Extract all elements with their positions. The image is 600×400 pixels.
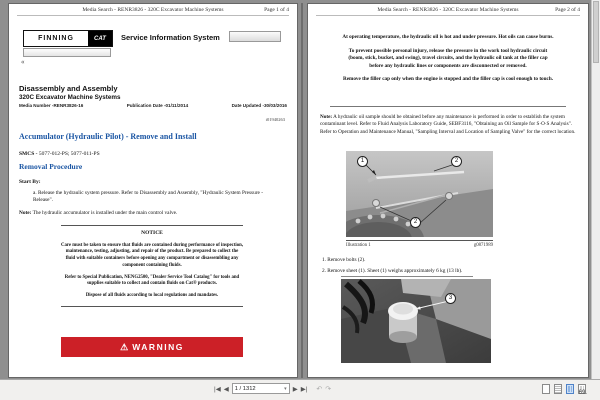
notice-bottom-rule [61, 306, 243, 307]
sis-title: Service Information System [121, 33, 220, 42]
two-page-view-icon[interactable] [566, 384, 574, 394]
finning-logo-text: FINNING [24, 31, 88, 46]
doc-section-title: Disassembly and Assembly [19, 84, 118, 93]
next-page-button[interactable]: ▶ [292, 385, 298, 393]
warning-label: WARNING [132, 342, 184, 352]
page-navigation [214, 383, 331, 394]
warning-paragraph-2: To prevent possible personal injury, release the pressure in the work tool hydraulic circuit (boom, stick, bucket, and swing), travel circuits, and the hydraulic oil tank at the filler cap before any hydraulic lines or components are disconnected or removed. [348, 47, 548, 69]
viewer-toolbar [0, 379, 600, 400]
view-mode-buttons [542, 384, 586, 394]
illustration-1-caption [346, 240, 493, 248]
note-paragraph [19, 210, 287, 216]
smcs-line [19, 151, 100, 157]
doc-meta-row [19, 103, 287, 108]
article-title: Accumulator (Hydraulic Pilot) - Remove and Install [19, 132, 197, 141]
oil-sample-note [320, 114, 576, 136]
callout-2b: 2 [410, 217, 421, 228]
callout-1: 1 [357, 156, 368, 167]
rotate-ccw-icon[interactable]: ↶ [316, 385, 323, 393]
illustration-2-top-rule [341, 276, 473, 277]
page-dropdown-arrow-icon[interactable]: ▾ [284, 385, 287, 392]
logo-input-box[interactable] [23, 48, 111, 57]
document-id: i01940263 [265, 117, 285, 122]
step-a-text: a. Release the hydraulic system pressure. Refer to Disassembly and Assembly, "Hydraulic System Pressure - Release". [33, 190, 263, 204]
previous-page-button[interactable]: ◀ [223, 385, 229, 393]
smcs-label: SMCS - [19, 151, 38, 157]
page-number-value: 1 / 1312 [234, 385, 256, 392]
note-label: Note: [19, 210, 32, 216]
rotate-cw-icon[interactable]: ↷ [325, 385, 332, 393]
page-number-input[interactable] [232, 383, 290, 394]
warning-paragraph-3: Remove the filler cap only when the engine is stopped and the filler cap is cool enough to touch. [342, 76, 554, 83]
start-by-label: Start By: [19, 179, 41, 185]
last-page-button[interactable]: ▶| [300, 385, 308, 393]
step-1: 1. Remove bolts (2). [322, 257, 366, 263]
continuous-view-icon[interactable] [554, 384, 562, 394]
illustration-2-graphic [341, 279, 491, 363]
rotate-buttons [316, 385, 331, 393]
notice-paragraph-2: Refer to Special Publication, NENG2500, "Dealer Service Tool Catalog" for tools and supplies suitable to collect and contain fluids on Cat® products. [64, 274, 240, 287]
media-number: Media Number -RENR3826-16 [19, 103, 84, 108]
illustration-1-code: g0871989 [473, 243, 493, 248]
smcs-codes: 5077-012-PS; 5077-011-PS [38, 151, 100, 157]
note-text: A hydraulic oil sample should be obtained before any maintenance is performed in order to establish the system contaminant level. Refer to Fluid Analysis Laboratory Guide, SEBF3116, "Obtaining an Oil Sample for S·O·S Analysis". Refer to Operation and Maintenance Manual, "Sampling Interval and Location of Sampling Valve" for the correct location. [320, 114, 576, 135]
note-text: The hydraulic accumulator is installed under the main control valve. [32, 210, 178, 216]
finning-cat-logo [23, 30, 113, 47]
scrollbar-thumb[interactable] [593, 1, 599, 63]
callout-2: 2 [451, 156, 462, 167]
first-page-button[interactable]: |◀ [214, 385, 221, 393]
illustration-1-label: Illustration 1 [346, 243, 371, 248]
notice-title: NOTICE [141, 230, 163, 236]
notice-box [61, 225, 243, 307]
step-2: 2. Remove sheet (1). Sheet (1) weighs approximately 6 kg (13 lb). [322, 267, 463, 274]
single-page-view-icon[interactable] [542, 384, 550, 394]
illustration-1-photo [346, 151, 493, 237]
warning-text-block [342, 34, 554, 90]
section-rule [330, 106, 566, 107]
collapse-chevrons-icon[interactable]: « [21, 58, 25, 66]
callout-3: 3 [445, 293, 456, 304]
document-page-1 [8, 3, 298, 378]
page2-header-title: Media Search - RENR3826 - 320C Excavator Machine Systems [377, 7, 519, 13]
notice-paragraph-3: Dispose of all fluids according to local regulations and mandates. [85, 292, 219, 298]
notice-paragraph-1: Care must be taken to ensure that fluids are contained during performance of inspection, maintenance, testing, adjusting, and repair of the product. Be prepared to collect the fluid with suitable containers before opening any compartment or disassembling any component containing fluids. [61, 242, 244, 268]
notice-top-rule [61, 225, 243, 226]
removal-procedure-heading: Removal Procedure [19, 162, 83, 171]
warning-paragraph-1: At operating temperature, the hydraulic oil is hot and under pressure. Hot oils can cause burns. [342, 34, 554, 40]
page1-page-number: Page 1 of 4 [264, 7, 289, 13]
vertical-scrollbar[interactable] [591, 0, 600, 380]
warning-triangle-icon: ⚠ [120, 341, 129, 352]
date-updated: Date Updated -30/03/2016 [231, 103, 287, 108]
sis-button[interactable] [229, 31, 281, 42]
doc-subtitle: 320C Excavator Machine Systems [19, 94, 121, 101]
warning-banner [61, 337, 243, 357]
publication-date: Publication Date -01/11/2014 [126, 103, 189, 108]
cat-logo: CAT [88, 31, 112, 46]
page1-header-title: Media Search - RENR3826 - 320C Excavator Machine Systems [82, 7, 224, 13]
zoom-percentage: 69. [578, 390, 587, 396]
page-divider [301, 3, 303, 378]
note-label: Note: [320, 114, 333, 120]
document-page-2 [307, 3, 589, 378]
page1-header [17, 7, 289, 16]
page2-page-number: Page 2 of 4 [555, 7, 580, 13]
illustration-2-photo [341, 279, 491, 363]
page2-header [316, 7, 580, 16]
